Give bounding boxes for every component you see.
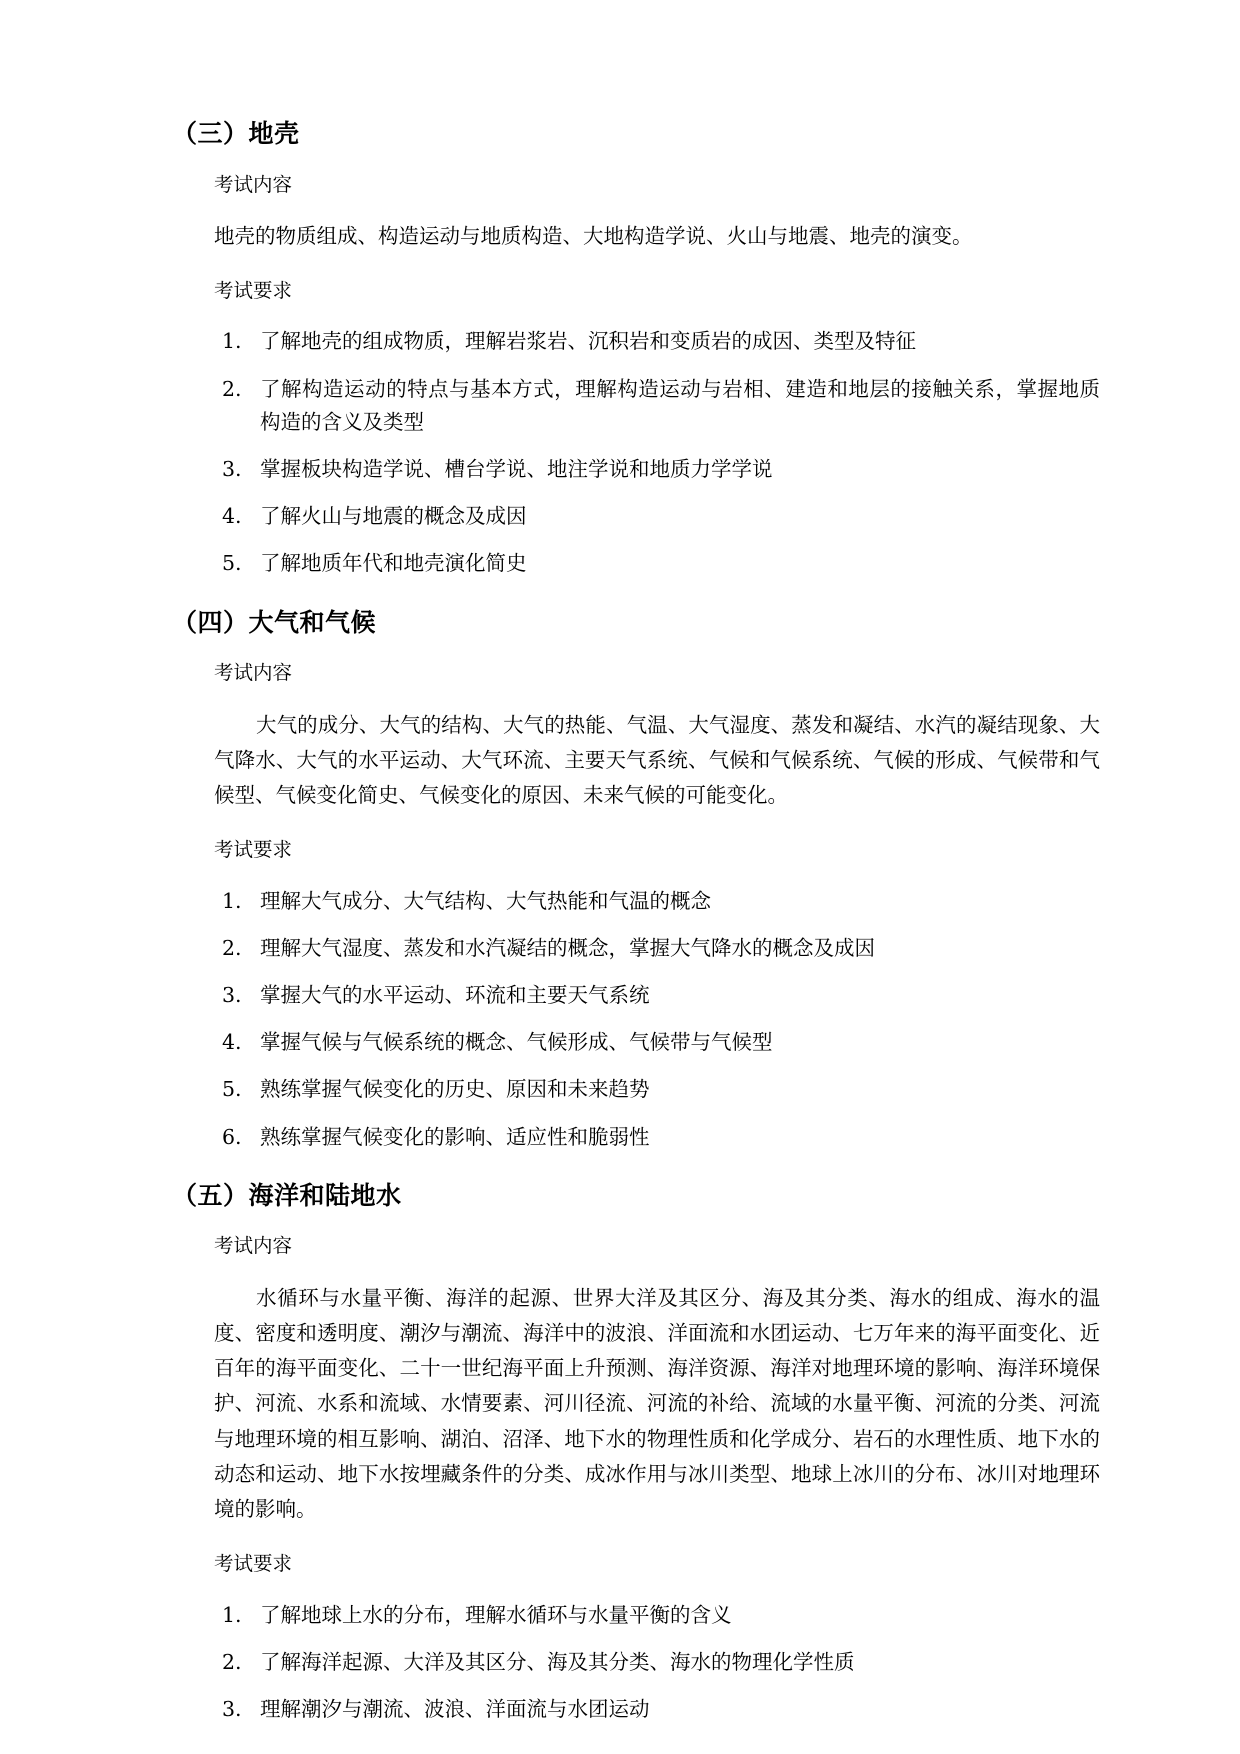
- list-item-text: 理解大气成分、大气结构、大气热能和气温的概念: [260, 888, 711, 913]
- list-item-number: 3.: [222, 457, 242, 482]
- list-item-text: 理解大气湿度、蒸发和水汽凝结的概念，掌握大气降水的概念及成因: [260, 935, 875, 960]
- list-item: [214, 979, 1100, 1012]
- list-item-text: 理解潮汐与潮流、波浪、洋面流与水团运动: [260, 1697, 650, 1722]
- list-item-text: 熟练掌握气候变化的历史、原因和未来趋势: [260, 1077, 650, 1102]
- list-item: [214, 373, 1100, 439]
- exam-content-label: 考试内容: [214, 172, 293, 196]
- list-item-number: 2.: [222, 376, 242, 401]
- list-item-text: 了解火山与地震的概念及成因: [260, 504, 527, 529]
- list-item-number: 5.: [222, 1077, 242, 1102]
- list-item: [214, 932, 1100, 965]
- list-item-number: 1.: [222, 888, 242, 913]
- list-item-number: 1.: [222, 329, 242, 354]
- list-item: [214, 1026, 1100, 1059]
- list-item-number: 3.: [222, 1697, 242, 1722]
- section-block-four: [172, 607, 1100, 1154]
- list-item-number: 2.: [222, 935, 242, 960]
- list-item: [214, 1121, 1100, 1154]
- list-item: [214, 1693, 1100, 1726]
- list-item: [214, 1646, 1100, 1679]
- list-item: [214, 453, 1100, 486]
- section-block-five: [172, 1180, 1100, 1727]
- list-item: [214, 547, 1100, 580]
- list-item-number: 2.: [222, 1649, 242, 1674]
- list-item-text: 掌握板块构造学说、槽台学说、地注学说和地质力学学说: [260, 457, 773, 482]
- exam-content-text: 地壳的物质组成、构造运动与地质构造、大地构造学说、火山与地震、地壳的演变。: [214, 223, 973, 248]
- list-item: [214, 1073, 1100, 1106]
- list-item-text: 了解地质年代和地壳演化简史: [260, 551, 527, 576]
- list-item-text: 掌握气候与气候系统的概念、气候形成、气候带与气候型: [260, 1030, 773, 1055]
- section-heading: （五）海洋和陆地水: [172, 1180, 402, 1210]
- exam-content-text: 大气的成分、大气的结构、大气的热能、气温、大气湿度、蒸发和凝结、水汽的凝结现象、大气降水、大气的水平运动、大气环流、主要天气系统、气候和气候系统、气候的形成、气候带和气候型、气候变化简史、气候变化的原因、未来气候的可能变化。: [214, 712, 1100, 807]
- list-item-number: 4.: [222, 1030, 242, 1055]
- exam-requirements-label: 考试要求: [214, 1552, 293, 1576]
- requirements-list: [172, 325, 1100, 580]
- exam-content-label: 考试内容: [214, 1234, 293, 1258]
- list-item: [214, 325, 1100, 358]
- section-heading: （三）地壳: [172, 119, 300, 148]
- list-item-text: 了解构造运动的特点与基本方式，理解构造运动与岩相、建造和地层的接触关系，掌握地质构造的含义及类型: [260, 376, 1100, 434]
- list-item-text: 了解地球上水的分布，理解水循环与水量平衡的含义: [260, 1602, 732, 1627]
- list-item-number: 4.: [222, 504, 242, 529]
- list-item: [214, 1599, 1100, 1632]
- exam-requirements-label: 考试要求: [214, 279, 293, 303]
- exam-requirements-label: 考试要求: [214, 838, 293, 862]
- list-item: [214, 500, 1100, 533]
- requirements-list: [172, 885, 1100, 1154]
- list-item-number: 1.: [222, 1602, 242, 1627]
- list-item-text: 了解海洋起源、大洋及其区分、海及其分类、海水的物理化学性质: [260, 1649, 855, 1674]
- exam-content-label: 考试内容: [214, 661, 293, 685]
- section-heading: （四）大气和气候: [172, 607, 377, 637]
- requirements-list: [172, 1599, 1100, 1727]
- section-block-three: [172, 118, 1100, 581]
- list-item-text: 掌握大气的水平运动、环流和主要天气系统: [260, 983, 650, 1007]
- exam-content-text: 水循环与水量平衡、海洋的起源、世界大洋及其区分、海及其分类、海水的组成、海水的温度、密度和透明度、潮汐与潮流、海洋中的波浪、洋面流和水团运动、七万年来的海平面变化、近百年的海平面变化、二十一世纪海平面上升预测、海洋资源、海洋对地理环境的影响、海洋环境保护、河流、水系和流域、水情要素、河川径流、河流的补给、流域的水量平衡、河流的分类、河流与地理环境的相互影响、湖泊、沼泽、地下水的物理性质和化学成分、岩石的水理性质、地下水的动态和运动、地下水按埋藏条件的分类、成冰作用与冰川类型、地球上冰川的分布、冰川对地理环境的影响。: [214, 1285, 1100, 1522]
- list-item: [214, 885, 1100, 918]
- list-item-number: 6.: [222, 1124, 242, 1149]
- list-item-text: 了解地壳的组成物质，理解岩浆岩、沉积岩和变质岩的成因、类型及特征: [260, 329, 916, 354]
- list-item-number: 5.: [222, 551, 242, 576]
- list-item-number: 3.: [222, 983, 242, 1007]
- document-body: [172, 118, 1100, 1726]
- list-item-text: 熟练掌握气候变化的影响、适应性和脆弱性: [260, 1124, 650, 1149]
